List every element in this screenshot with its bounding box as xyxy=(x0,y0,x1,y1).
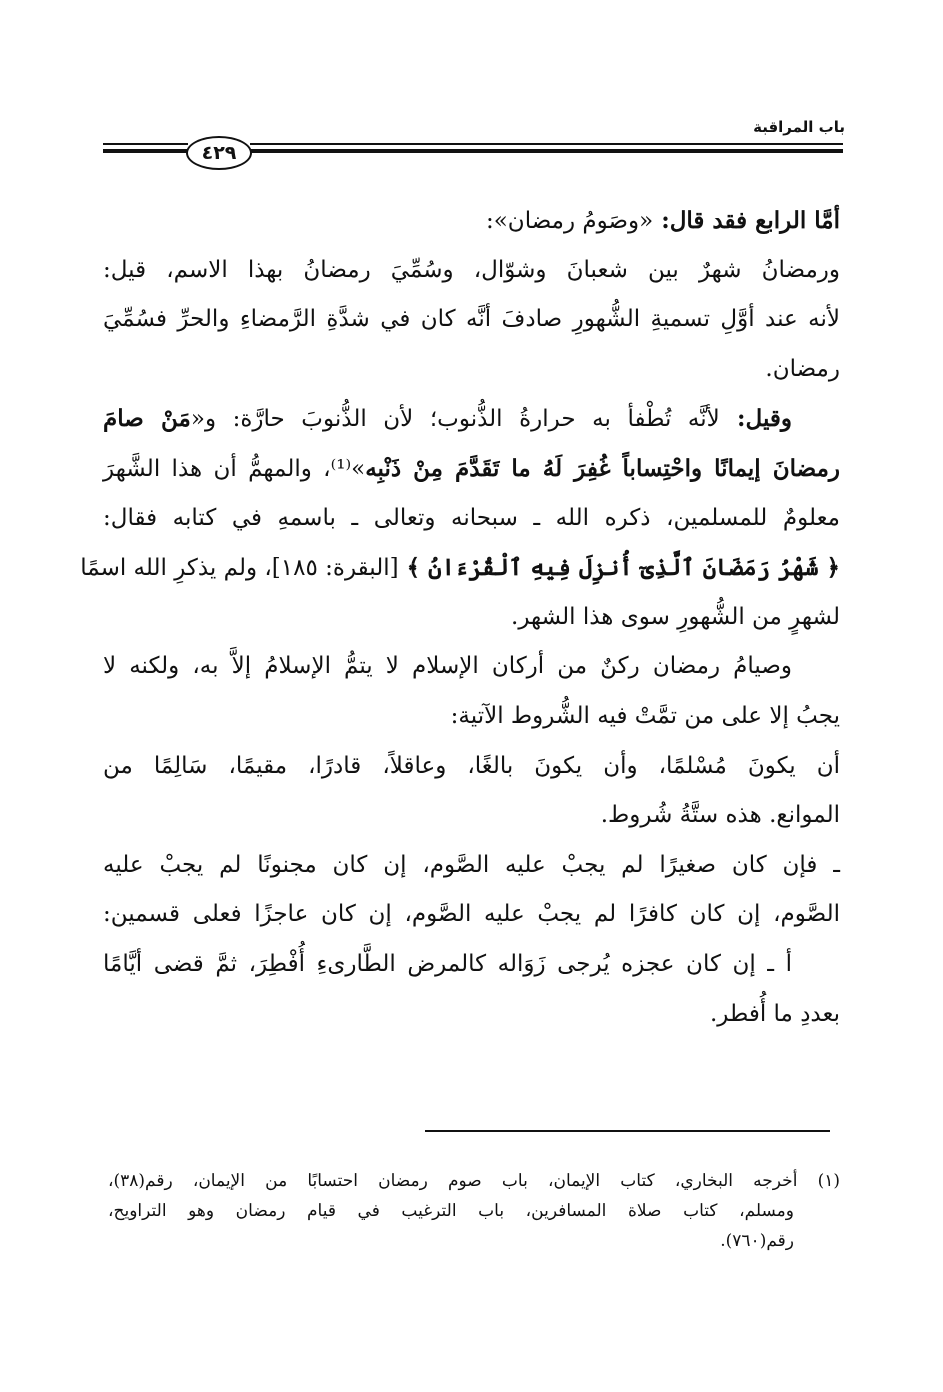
text-segment: «وصَومُ رمضان»: xyxy=(485,208,654,234)
text-segment: وصيامُ رمضان ركنٌ من أركان الإسلام لا يتمُّ الإسلامُ إلاَّ به، ولكنه لا xyxy=(103,653,792,680)
text-line xyxy=(103,791,840,841)
text-line xyxy=(103,196,840,246)
text-line xyxy=(103,642,840,692)
text-line xyxy=(103,345,840,395)
text-segment: ورمضانُ شهرٌ بين شعبانَ وشوّال، وسُمِّيَ رمضانُ بهذا الاسم، قيل: xyxy=(103,256,840,283)
text-segment: الموانع. هذه ستَّةُ شُروط. xyxy=(600,802,840,829)
text-segment: معلومٌ للمسلمين، ذكره الله ـ سبحانه وتعالى ـ باسمهِ في كتابه فقال: xyxy=(103,504,840,531)
header-rule-left-thick xyxy=(103,149,188,153)
text-line xyxy=(103,990,840,1040)
bold-text-segment: ﴿ شَهْرُ رَمَضَانَ ٱلَّذِىٓ أُنزِلَ فِيهِ ٱلْقُرْءَانُ ﴾ xyxy=(398,554,840,582)
text-line xyxy=(103,246,840,296)
footnote-line: ومسلم، كتاب صلاة المسافرين، باب الترغيب في قيام رمضان وهو التراويح، xyxy=(108,1201,794,1221)
page-number: ٤٢٩ xyxy=(186,136,252,170)
text-segment: لأنه عند أوَّلِ تسميةِ الشُّهورِ صادفَ أنَّه كان في شدَّةِ الرَّمضاءِ والحرِّ فسُمِّيَ xyxy=(103,306,840,333)
bold-text-segment: وقيل: xyxy=(719,405,792,433)
text-line xyxy=(103,494,840,544)
text-segment: أن يكونَ مُسْلمًا، وأن يكونَ بالغًا، وعاقلاً، قادرًا، مقيمًا، سَالِمًا من xyxy=(103,752,840,779)
text-line xyxy=(103,295,840,345)
chapter-title: باب المراقبة xyxy=(753,118,845,136)
header-rule-right-thick xyxy=(250,149,843,153)
footnote-line: (١) أخرجه البخاري، كتاب الإيمان، باب صوم رمضان احتسابًا من الإيمان، رقم(٣٨)، xyxy=(108,1171,840,1191)
text-line xyxy=(103,692,840,742)
text-segment: الصَّوم، إن كان كافرًا لم يجبْ عليه الصَّوم، إن كان عاجزًا فعلى قسمين: xyxy=(103,901,840,928)
text-line xyxy=(103,742,840,792)
text-line xyxy=(103,890,840,940)
text-line xyxy=(103,940,840,990)
bold-text-segment: أمَّا الرابع فقد قال: xyxy=(653,207,840,234)
text-segment: لأنَّه تُطْفأ به حرارةُ الذُّنوب؛ لأن الذُّنوبَ حارَّة: و« xyxy=(190,406,720,433)
text-segment: يجبُ إلا على من تمَّتْ فيه الشُّروط الآتية: xyxy=(450,702,840,729)
text-segment: أ ـ إن كان عجزه يُرجى زَوَاله كالمرض الطَّارىءِ أُفْطِرَ، ثمَّ قضى أيَّامًا xyxy=(103,950,792,977)
text-segment: ـ فإن كان صغيرًا لم يجبْ عليه الصَّوم، إن كان مجنونًا لم يجبْ عليه xyxy=(103,851,840,878)
header-rule-right-thin xyxy=(250,143,843,145)
text-line xyxy=(103,394,840,444)
text-segment: رمضان. xyxy=(765,355,840,382)
footnote-line: رقم(٧٦٠). xyxy=(720,1231,794,1251)
text-segment: »⁽¹⁾، والمهمُّ أن هذا الشَّهرَ xyxy=(103,455,366,482)
text-segment: بعددِ ما أُفطر. xyxy=(709,1000,840,1027)
body-text xyxy=(80,196,840,1039)
text-segment: [البقرة: ١٨٥]، ولم يذكرِ الله اسمًا xyxy=(80,555,399,582)
footnotes xyxy=(108,1166,840,1256)
header-rule-left-thin xyxy=(103,143,188,145)
footnote-separator xyxy=(425,1130,830,1132)
text-line xyxy=(103,841,840,891)
bold-text-segment: مَنْ صامَ xyxy=(103,405,191,433)
text-line xyxy=(103,593,840,643)
bold-text-segment: رمضانَ إيمانًا واحْتِساباً غُفِرَ لَهُ ما تَقَدَّمَ مِنْ ذَنْبِه xyxy=(365,454,840,482)
text-line xyxy=(103,444,840,494)
text-line xyxy=(80,543,840,593)
text-segment: لشهرٍ من الشُّهورِ سوى هذا الشهر. xyxy=(511,603,840,630)
